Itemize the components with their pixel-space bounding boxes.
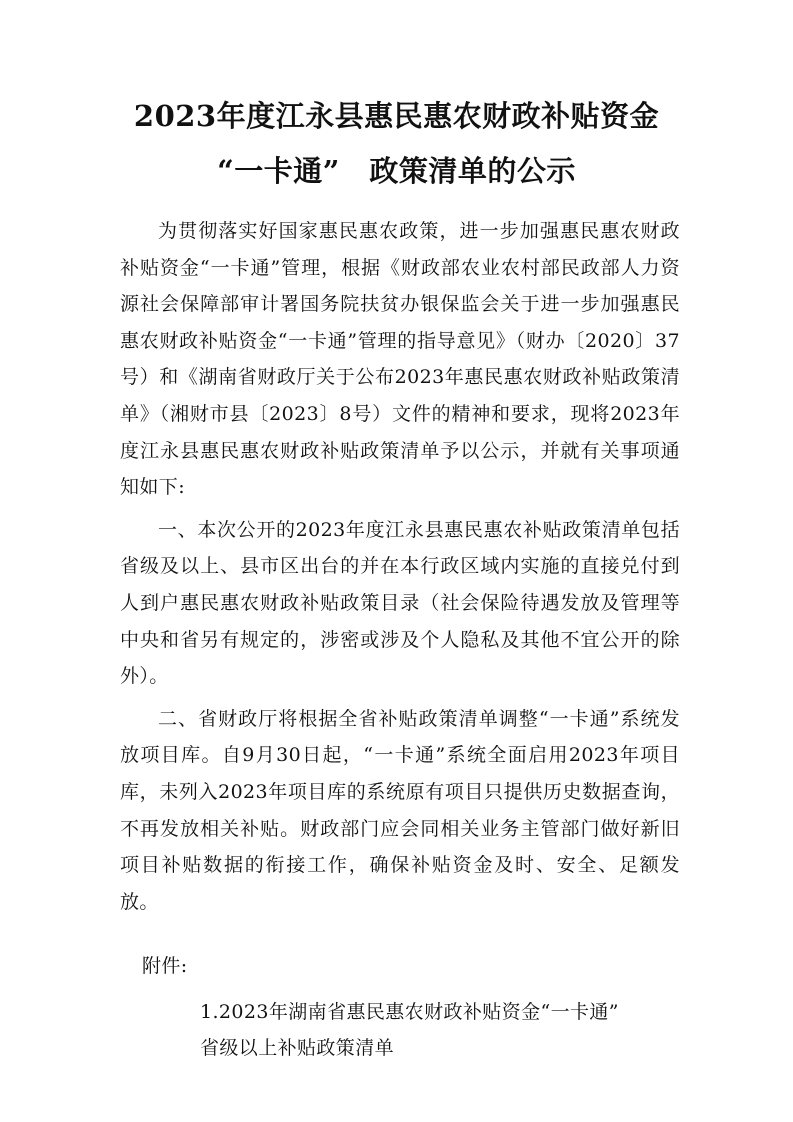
paragraph-intro: 为贯彻落实好国家惠民惠农政策，进一步加强惠民惠农财政补贴资金“一卡通”管理，根据《财政部农业农村部民政部人力资源社会保障部审计署国务院扶贫办银保监会关于进一步加强惠民惠农财政补贴资金“一卡通”管理的指导意见》（财办〔2020〕37号）和《湖南省财政厅关于公布2023年惠民惠农财政补贴政策清单》（湘财市县〔2023〕8号）文件的精神和要求，现将2023年度江永县惠民惠农财政补贴政策清单予以公示，并就有关事项通知如下:	[120, 220, 680, 499]
attachment-item-line-2: 省级以上补贴政策清单	[200, 1037, 395, 1059]
paragraph-item-1: 一、本次公开的2023年度江永县惠民惠农补贴政策清单包括省级及以上、县市区出台的并在本行政区域内实施的直接兑付到人到户惠民惠农财政补贴政策目录（社会保险待遇发放及管理等中央和省另有规定的，涉密或涉及个人隐私及其他不宜公开的除外）。	[120, 518, 680, 688]
document-body	[120, 213, 680, 920]
paragraph-item-2: 二、省财政厅将根据全省补贴政策清单调整“一卡通”系统发放项目库。自9月30日起，“一卡通”系统全面启用2023年项目库，未列入2023年项目库的系统原有项目只提供历史数据查询，不再发放相关补贴。财政部门应会同相关业务主管部门做好新旧项目补贴数据的衔接工作，确保补贴资金及时、安全、足额发放。	[120, 707, 680, 913]
attachment-item	[200, 994, 680, 1066]
document-title-line-1: 2023年度江永县惠民惠农财政补贴资金	[133, 99, 660, 133]
attachment-item-line-1: 1.2023年湖南省惠民惠农财政补贴资金“一卡通”	[200, 1001, 619, 1023]
attachments-label: 附件:	[142, 955, 188, 977]
document-title-line-2: “一卡通” 政策清单的公示	[217, 154, 576, 188]
